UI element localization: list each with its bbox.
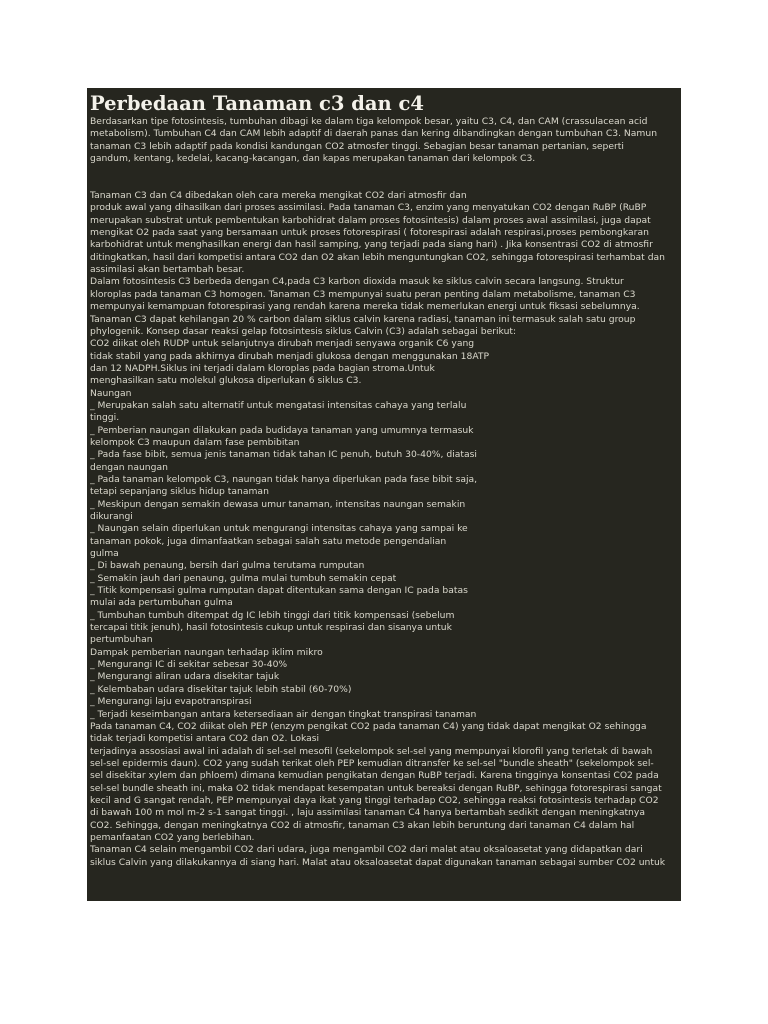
text-line: terjadinya assosiasi awal ini adalah di sel-sel mesofil (sekelompok sel-sel yang mempunyai klorofil yang terletak di bawah (90, 745, 653, 757)
text-line: tinggi. (90, 412, 120, 424)
text-line: metabolism). Tumbuhan C4 dan CAM lebih adaptif di daerah panas dan kering dibandingkan dengan tumbuhan C3. Namun (90, 128, 658, 140)
text-line: Tanaman C3 dan C4 dibedakan oleh cara mereka mengikat CO2 dari atmosfir dan (90, 190, 467, 202)
text-line: _ Semakin jauh dari penaung, gulma mulai tumbuh semakin cepat (90, 572, 397, 584)
text-line: _ Naungan selain diperlukan untuk mengurangi intensitas cahaya yang sampai ke (90, 523, 468, 535)
text-line: dan 12 NADPH.Siklus ini terjadi dalam kloroplas pada bagian stroma.Untuk (90, 362, 435, 374)
text-line: _ Tumbuhan tumbuh ditempat dg IC lebih tinggi dari titik kompensasi (sebelum (90, 609, 455, 621)
text-line: _ Terjadi keseimbangan antara ketersediaan air dengan tingkat transpirasi tanaman (90, 708, 477, 720)
text-line: sel-sel bundle sheath ini, maka O2 tidak mendapat kesempatan untuk bereaksi dengan RuBP, sehingga fotorespirasi sangat (90, 782, 662, 794)
text-line: pertumbuhan (90, 634, 153, 646)
text-line: dikurangi (90, 511, 133, 522)
text-line: tetapi sepanjang siklus hidup tanaman (90, 486, 269, 498)
text-line: Pada tanaman C4, CO2 diikat oleh PEP (enzym pengikat CO2 pada tanaman C4) yang tidak dapat mengikat O2 sehingga (90, 720, 647, 732)
text-line: Naungan (90, 387, 132, 399)
text-line: pemanfaatan CO2 yang berlebihan. (90, 831, 255, 843)
text-line: karbohidrat untuk menghasilkan energi dan hasil samping, yang terjadi pada siang hari) . Jika konsentrasi CO2 di atmosfir (90, 239, 653, 251)
text-line: Tanaman C4 selain mengambil CO2 dari udara, juga mengambil CO2 dari malat atau oksaloasetat yang didapatkan dari (90, 844, 643, 856)
text-line: _ Pada tanaman kelompok C3, naungan tidak hanya diperlukan pada fase bibit saja, (90, 473, 478, 485)
text-line: sel-sel epidermis daun). CO2 yang sudah terikat oleh PEP kemudian ditransfer ke sel-sel "bundle sheath" (sekelompok sel- (90, 757, 654, 769)
text-line: _ Kelembaban udara disekitar tajuk lebih stabil (60-70%) (90, 683, 352, 695)
paragraph-gap (90, 178, 678, 190)
text-line: Dampak pemberian naungan terhadap iklim mikro (90, 646, 323, 658)
text-line: _ Mengurangi aliran udara disekitar tajuk (90, 671, 280, 683)
text-line: kecil and G sangat rendah, PEP mempunyai daya ikat yang tinggi terhadap CO2, sehingga reaksi fotosintesis terhadap CO2 (90, 794, 659, 806)
text-line: _ Merupakan salah satu alternatif untuk mengatasi intensitas cahaya yang terlalu (90, 399, 467, 411)
text-line: Tanaman C3 dapat kehilangan 20 % carbon dalam siklus calvin karena radiasi, tanaman ini termasuk salah satu group (90, 313, 636, 325)
paragraph-1 (90, 116, 678, 165)
text-line: _ Titik kompensasi gulma rumputan dapat ditentukan sama dengan IC pada batas (90, 585, 468, 597)
text-line: tanaman C3 lebih adaptif pada kondisi kandungan CO2 atmosfer tinggi. Sebagian besar tanaman pertanian, seperti (90, 140, 624, 152)
text-line: _ Meskipun dengan semakin dewasa umur tanaman, intensitas naungan semakin (90, 498, 466, 510)
text-line: _ Pada fase bibit, semua jenis tanaman tidak tahan IC penuh, butuh 30-40%, diatasi (90, 449, 477, 461)
text-line: gulma (90, 548, 119, 560)
text-line: produk awal yang dihasilkan dari proses assimilasi. Pada tanaman C3, enzim yang menyatukan CO2 dengan RuBP (RuBP (90, 202, 647, 214)
text-line: phylogenik. Konsep dasar reaksi gelap fotosintesis siklus Calvin (C3) adalah sebagai berikut: (90, 325, 517, 337)
text-line: _ Di bawah penaung, bersih dari gulma terutama rumputan (90, 560, 365, 572)
document-title: Perbedaan Tanaman c3 dan c4 (90, 92, 424, 115)
text-line: tercapai titik jenuh), hasil fotosintesis cukup untuk respirasi dan sisanya untuk (90, 622, 452, 634)
text-line: mengikat O2 pada saat yang bersamaan untuk proses fotorespirasi ( fotorespirasi adalah respirasi,proses pembongkaran (90, 227, 649, 239)
text-line: Dalam fotosintesis C3 berbeda dengan C4,pada C3 karbon dioxida masuk ke siklus calvin secara langsung. Struktur (90, 276, 624, 288)
text-line: sel disekitar xylem dan phloem) dimana kemudian pengikatan dengan RuBP terjadi. Karena tingginya konsentasi CO2 pada (90, 770, 659, 782)
text-line: _ Pemberian naungan dilakukan pada budidaya tanaman yang umumnya termasuk (90, 424, 474, 436)
text-line: Berdasarkan tipe fotosintesis, tumbuhan dibagi ke dalam tiga kelompok besar, yaitu C3, C4, dan CAM (crassulacean acid (90, 116, 648, 127)
text-line: _ Mengurangi IC di sekitar sebesar 30-40% (90, 659, 288, 671)
text-line: menghasilkan satu molekul glukosa diperlukan 6 siklus C3. (90, 375, 362, 387)
text-line: siklus Calvin yang dilakukannya di siang hari. Malat atau oksaloasetat dapat digunakan tanaman sebagai sumber CO2 untuk (90, 856, 666, 868)
text-line: dengan naungan (90, 461, 168, 473)
text-line: tanaman pokok, juga dimanfaatkan sebagai salah satu metode pengendalian (90, 535, 447, 547)
text-line: gandum, kentang, kedelai, kacang-kacangan, dan kapas merupakan tanaman dari kelompok C3. (90, 153, 536, 165)
document-page (87, 88, 681, 901)
text-line: di bawah 100 m mol m-2 s-1 sangat tinggi. , laju assimilasi tanaman C4 hanya bertambah sedikit dengan meningkatnya (90, 807, 645, 819)
text-line: CO2. Sehingga, dengan meningkatnya CO2 di atmosfir, tanaman C3 akan lebih beruntung dari tanaman C4 dalam hal (90, 819, 635, 831)
text-line: mulai ada pertumbuhan gulma (90, 597, 233, 609)
text-line: kloroplas pada tanaman C3 homogen. Tanaman C3 mempunyai suatu peran penting dalam metabolisme, tanaman C3 (90, 288, 636, 300)
text-line: mempunyai kemampuan fotorespirasi yang rendah karena mereka tidak memerlukan energi untuk fiksasi sebelumnya. (90, 301, 640, 313)
text-line: merupakan substrat untuk pembentukan karbohidrat dalam proses fotosintesis) dalam proses awal assimilasi, juga dapat (90, 214, 651, 226)
text-line: _ Mengurangi laju evapotranspirasi (90, 696, 252, 708)
text-line: tidak terjadi kompetisi antara CO2 dan O2. Lokasi (90, 733, 320, 745)
text-line: assimilasi akan bertambah besar. (90, 264, 245, 276)
paragraph-gap (90, 165, 678, 177)
text-line: kelompok C3 maupun dalam fase pembibitan (90, 436, 300, 448)
text-line: tidak stabil yang pada akhirnya dirubah menjadi glukosa dengan menggunakan 18ATP (90, 350, 490, 362)
text-line: CO2 diikat oleh RUDP untuk selanjutnya dirubah menjadi senyawa organik C6 yang (90, 338, 475, 350)
text-line: ditingkatkan, hasil dari kompetisi antara CO2 dan O2 akan lebih menguntungkan CO2, sehingga fotorespirasi terhambat dan (90, 251, 665, 263)
paragraph-2 (90, 190, 678, 869)
document-body (90, 116, 678, 869)
